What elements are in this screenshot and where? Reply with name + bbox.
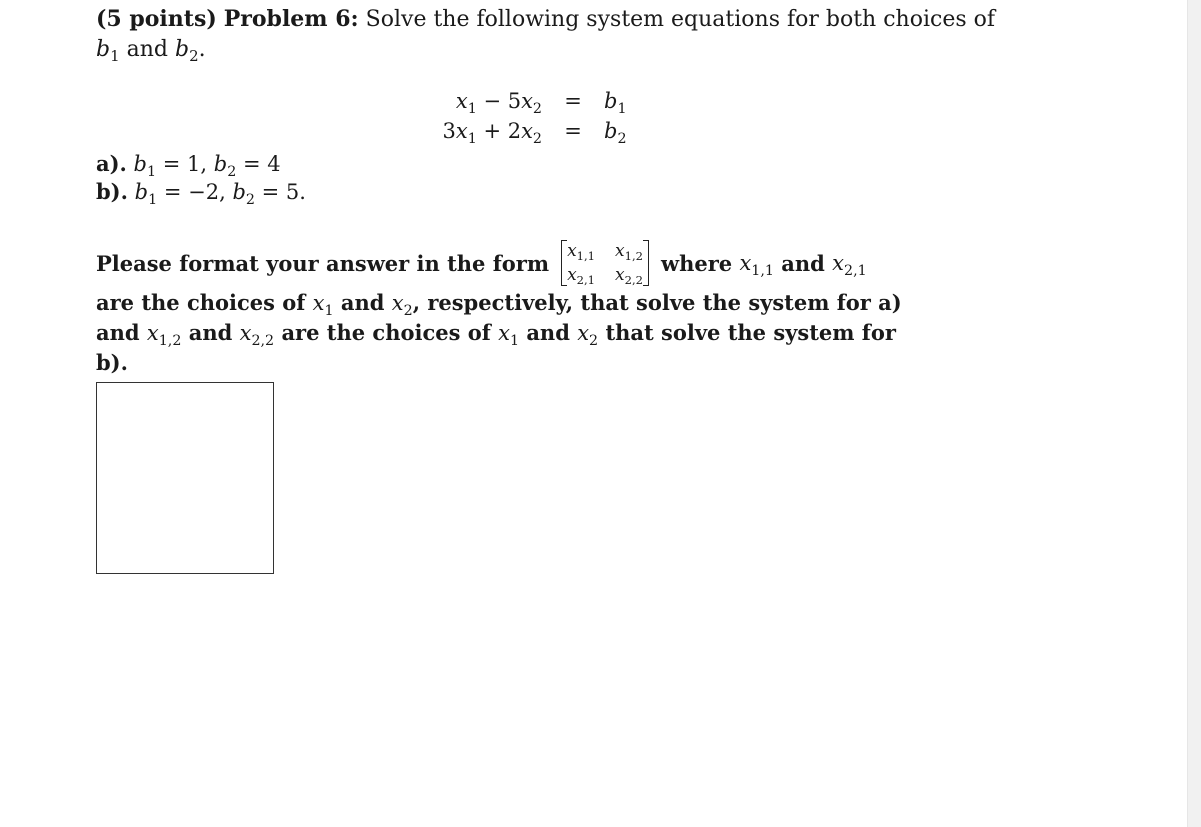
equation-2-rhs: $b_2$ xyxy=(604,119,627,147)
problem-statement: (5 points) Problem 6: Solve the following system equations for both choices of $b_1$ and $b_2$. xyxy=(96,6,996,66)
choices-list xyxy=(96,150,306,206)
page-scrollbar[interactable] xyxy=(1187,0,1201,827)
answer-matrix-template: $x_{1,1}$ $x_{1,2}$ $x_{2,1}$ $x_{2,2}$ xyxy=(561,239,649,287)
choice-a-b1: 1 xyxy=(187,152,201,176)
equation-1-rhs: $b_1$ xyxy=(604,89,627,117)
var-b1: $b_1$ xyxy=(96,37,120,66)
choice-b-label: b). xyxy=(96,179,128,204)
choice-b-b1: −2 xyxy=(188,180,220,204)
choice-a-label: a). xyxy=(96,151,127,176)
format-instructions: Please format your answer in the form $x_{1,1}$ $x_{1,2}$ $x_{2,1}$ $x_{2,2}$ where $x_{1,1}$ and $x_{2,1}$ are the choices of $x_1$ and $x_2$, respectively, that solve the system for a) and $x_{1,2}$ and $x_{2,2}$ are the choices of $x_1$ and $x_2$ that solve the system for b). xyxy=(96,228,956,377)
equals-sign: = xyxy=(564,119,582,143)
format-where: where xyxy=(661,250,733,276)
problem-number: Problem 6: xyxy=(223,6,359,32)
and-word: and xyxy=(126,37,168,62)
answer-input-box[interactable] xyxy=(96,382,274,574)
equation-system xyxy=(436,86,654,146)
problem-points: (5 points) xyxy=(96,6,217,32)
equation-row-1 xyxy=(436,86,654,116)
choice-a: a). $b_1 = 1$, $b_2 = 4$ xyxy=(96,151,281,180)
var-b2: $b_2$ xyxy=(174,37,199,66)
choice-a-b2: 4 xyxy=(267,152,281,176)
format-rest: are the choices of $x_1$ and $x_2$, respectively, that solve the system for a) and $x_{1,2}$ and $x_{2,2}$ are the choices of $x_1$ and $x_2$ that solve the system for b). xyxy=(96,290,902,375)
format-lead: Please format your answer in the form xyxy=(96,250,550,276)
problem-text: Solve the following system equations for both choices of xyxy=(365,7,996,32)
choice-b: b). $b_1 = -2$, $b_2 = 5$. xyxy=(96,179,306,208)
equation-1-lhs: $x_1 - 5x_2$ xyxy=(455,89,542,117)
choice-b-b2: 5 xyxy=(285,180,300,204)
equation-2-lhs: $3x_1 + 2x_2$ xyxy=(442,119,542,147)
equation-row-2 xyxy=(436,116,654,146)
equals-sign: = xyxy=(564,89,582,113)
